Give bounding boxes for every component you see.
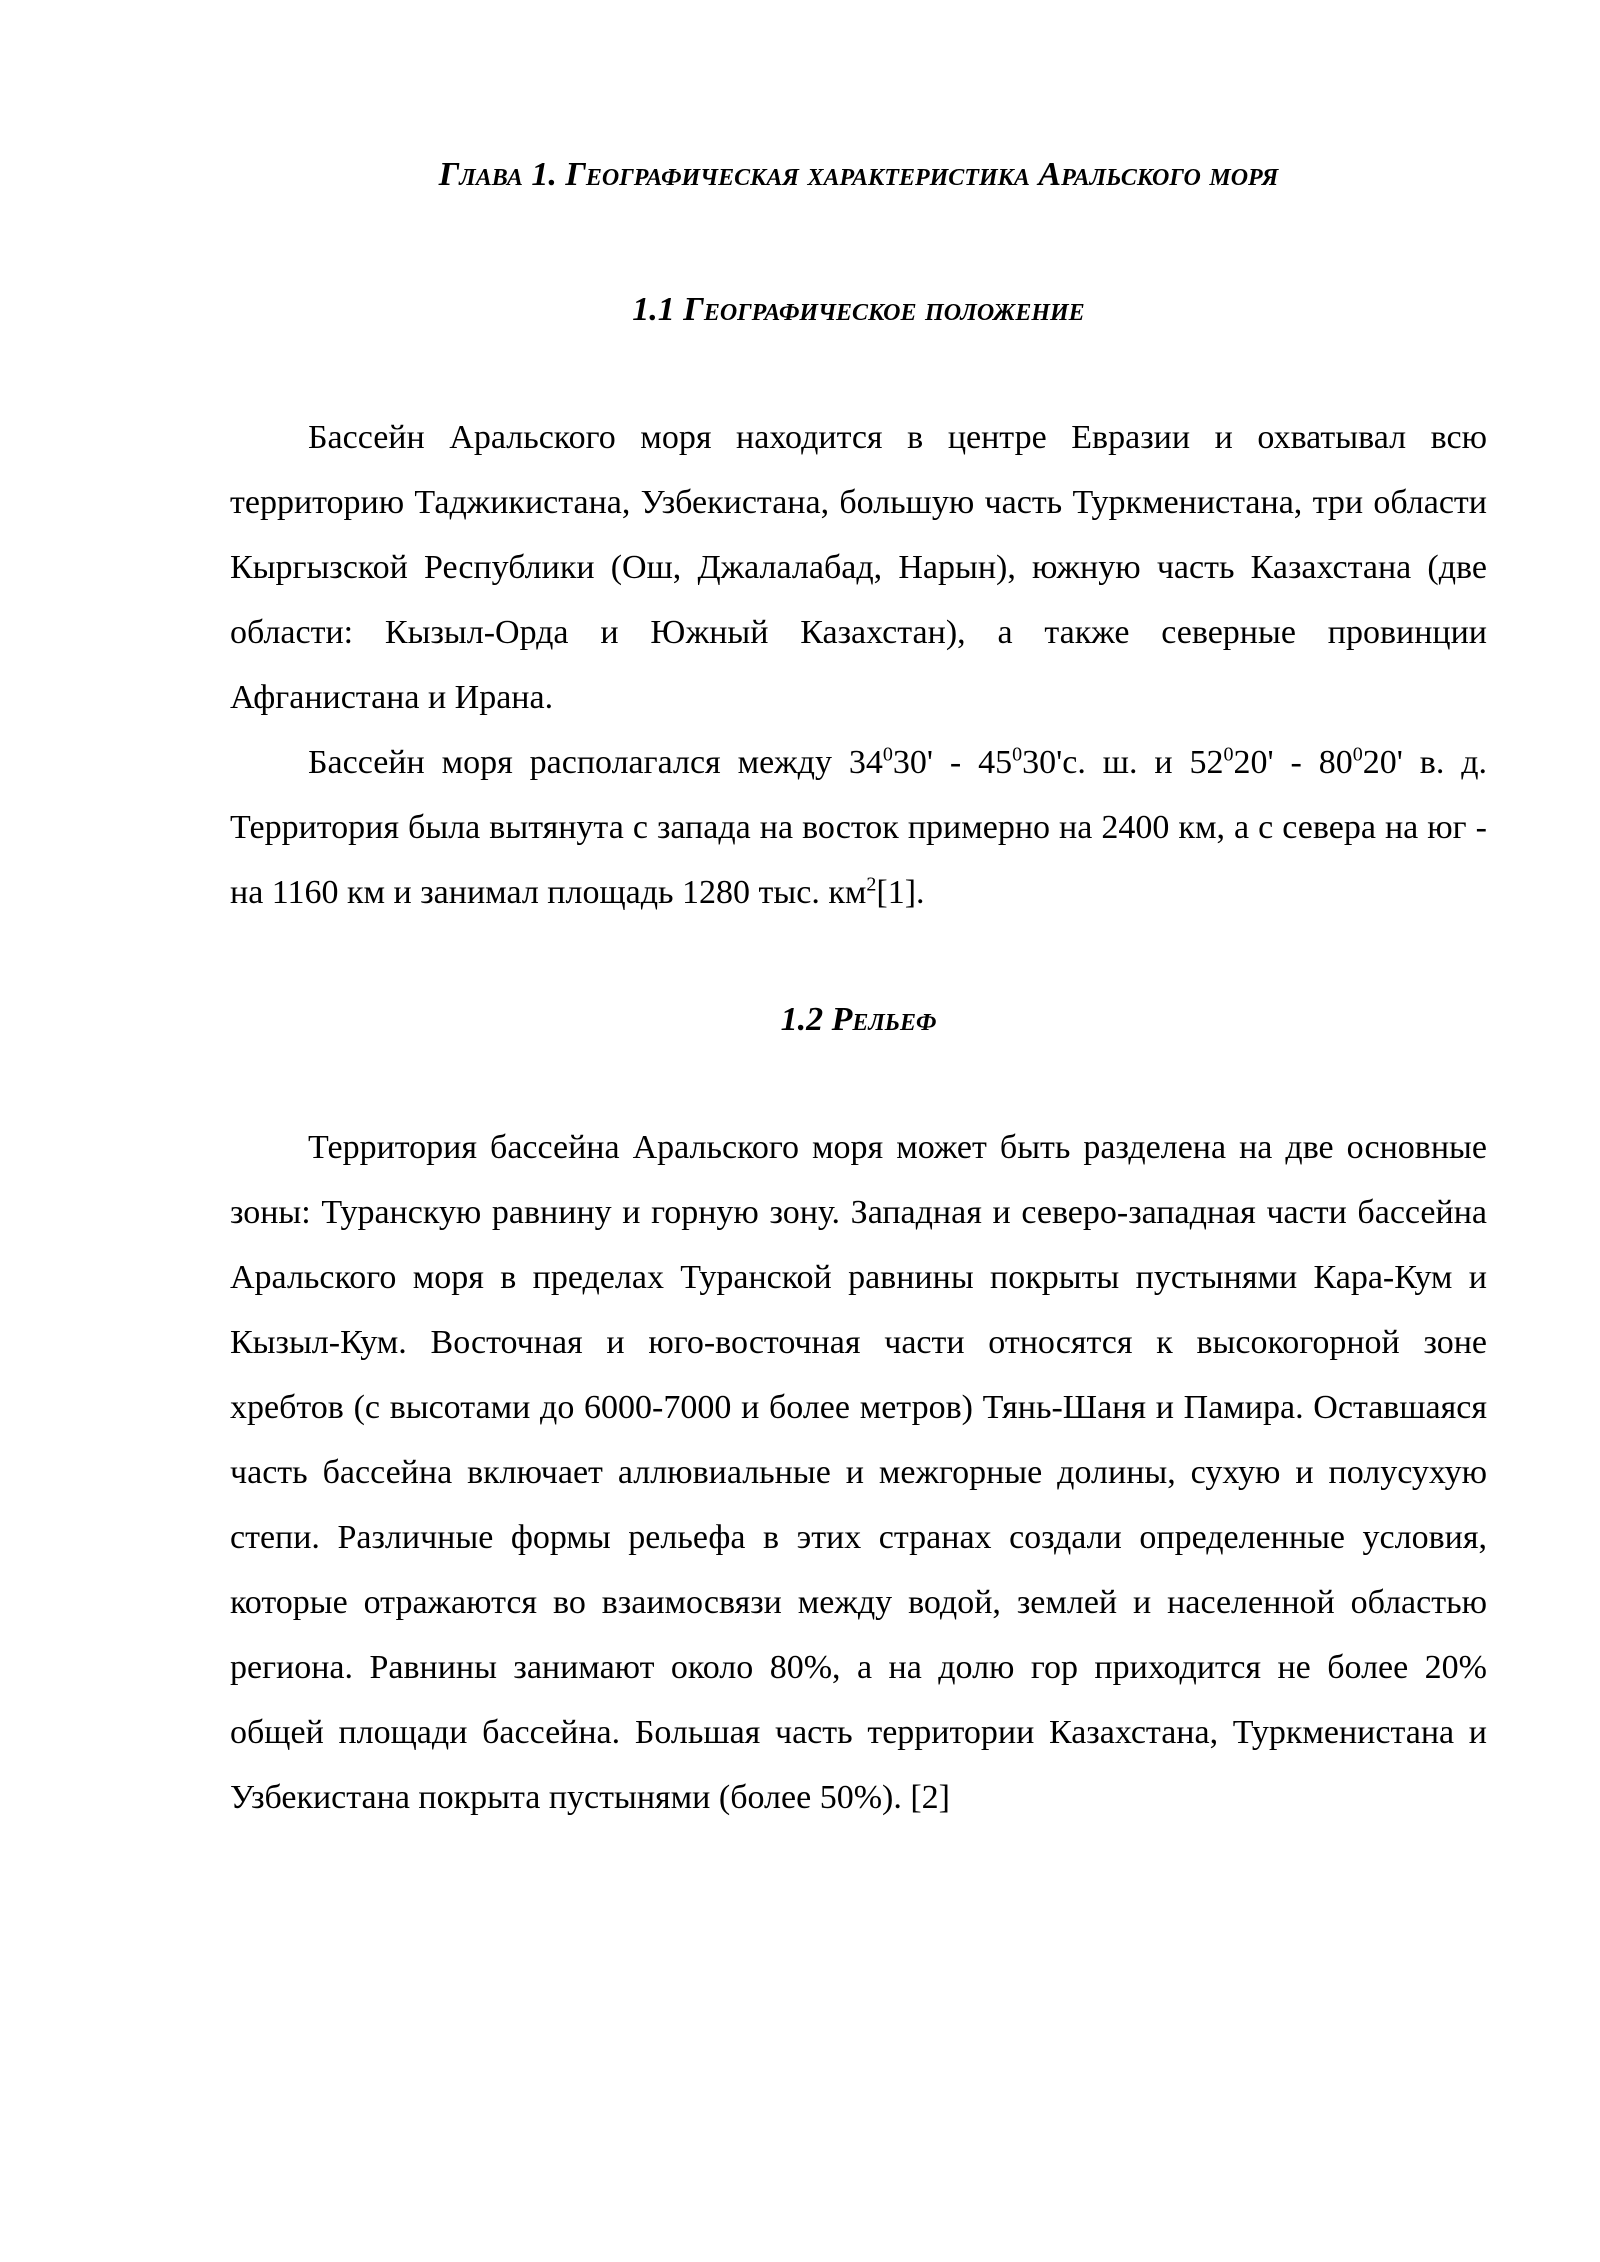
text-run: Бассейн моря располагался между 34 <box>308 744 883 781</box>
section-title-geographic-position: 1.1 Географическое положение <box>632 291 1085 328</box>
paragraph-basin-location: Бассейн Аральского моря находится в центре Евразии и охватывал всю территорию Таджикистана, Узбекистана, большую часть Туркменистана, три области Кыргызской Республики (Ош, Джалалабад, Нарын), южную часть Казахстана (две области: Кызыл-Орда и Южный Казахстан), а также северные провинции Афганистана и Ирана. <box>230 419 1487 716</box>
section-body-relief <box>230 1115 1487 1830</box>
paragraph-relief: Территория бассейна Аральского моря может быть разделена на две основные зоны: Туранскую равнину и горную зону. Западная и северо-западная части бассейна Аральского моря в пределах Туранской равнины покрыты пустынями Кара-Кум и Кызыл-Кум. Восточная и юго-восточная части относятся к высокогорной зоне хребтов (с высотами до 6000-7000 и более метров) Тянь-Шаня и Памира. Оставшаяся часть бассейна включает аллювиальные и межгорные долины, сухую и полусухую степи. Различные формы рельефа в этих странах создали определенные условия, которые отражаются во взаимосвязи между водой, землей и населенной областью региона. Равнины занимают около 80%, а на долю гор приходится не более 20% общей площади бассейна. Большая часть территории Казахстана, Туркменистана и Узбекистана покрыта пустынями (более 50%). [2] <box>230 1129 1487 1816</box>
degree-superscript: 0 <box>1012 743 1023 766</box>
text-run: 30' - 45 <box>892 744 1013 781</box>
degree-superscript: 0 <box>1352 743 1363 766</box>
citation-text: [1]. <box>876 874 925 911</box>
text-run: 20' - 80 <box>1233 744 1353 781</box>
section-body-geographic-position <box>230 405 1487 925</box>
degree-superscript: 0 <box>1223 743 1234 766</box>
text-run: 20' в. д. Территория была вытянута с запада на восток примерно на 2400 км, а с севера на юг - на 1160 км и занимал площадь 1280 тыс. км <box>230 744 1488 911</box>
text-run: 30'с. ш. и 52 <box>1022 744 1224 781</box>
degree-superscript: 0 <box>882 743 893 766</box>
paragraph-basin-coordinates <box>230 730 1487 925</box>
square-superscript: 2 <box>866 873 877 896</box>
chapter-title: Глава 1. Географическая характеристика Аральского моря <box>438 156 1279 193</box>
section-title-relief: 1.2 Рельеф <box>780 1001 937 1038</box>
